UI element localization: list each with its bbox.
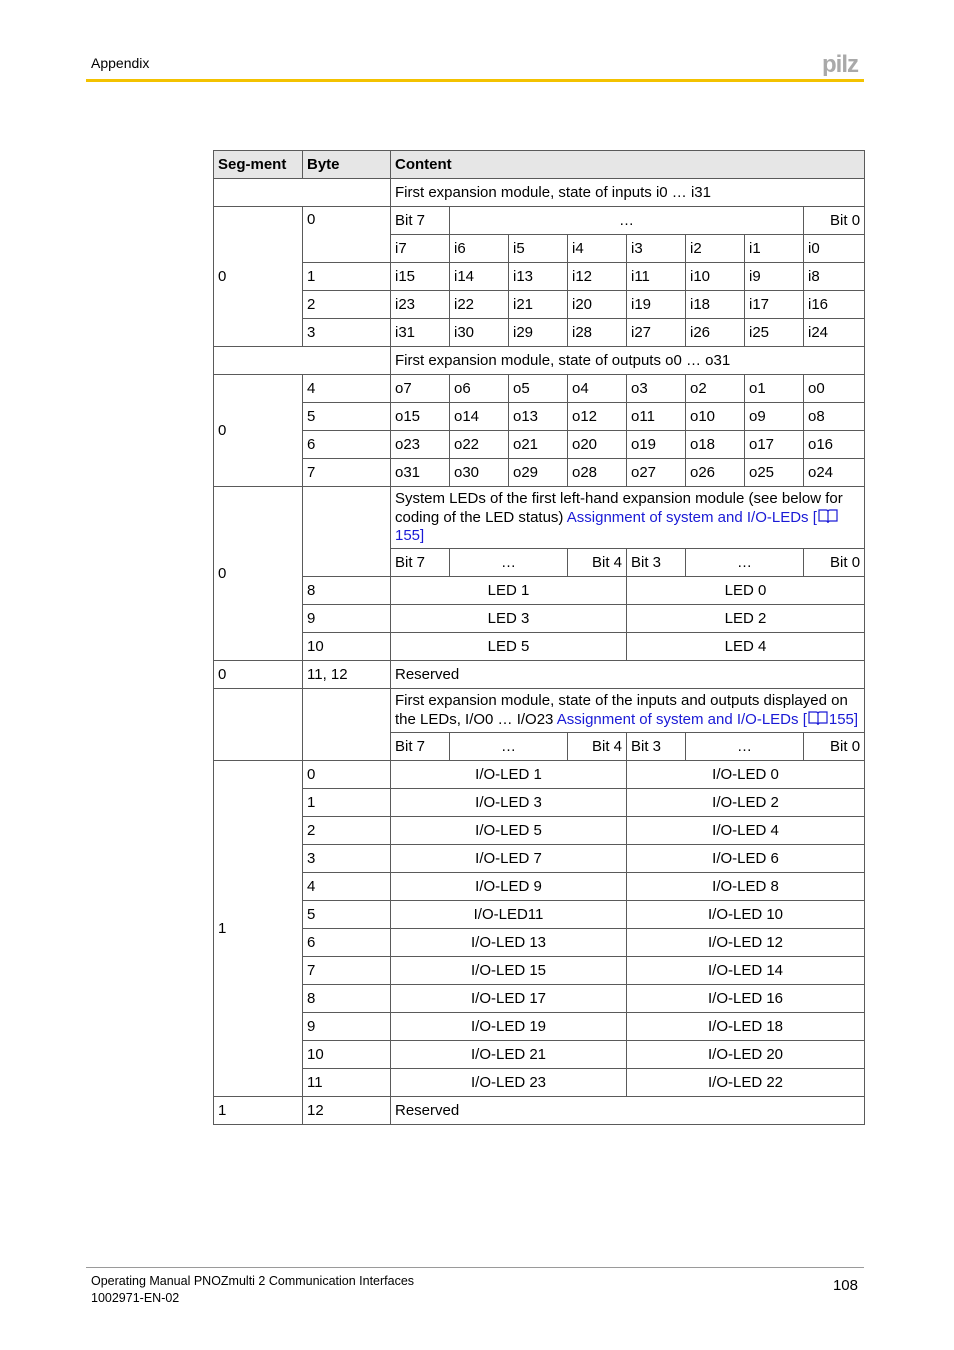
table-cell: Bit 0 bbox=[804, 549, 865, 577]
table-cell: i31 bbox=[391, 319, 450, 347]
byte-cell: 4 bbox=[303, 873, 391, 901]
table-cell: o11 bbox=[627, 403, 686, 431]
svg-text:pilz: pilz bbox=[822, 52, 858, 76]
byte-cell: 3 bbox=[303, 845, 391, 873]
table-row bbox=[214, 1041, 865, 1069]
table-cell: o25 bbox=[745, 459, 804, 487]
byte-cell: 9 bbox=[303, 605, 391, 633]
led-cell: I/O-LED 2 bbox=[627, 789, 865, 817]
table-cell: i21 bbox=[509, 291, 568, 319]
pilz-logo bbox=[822, 52, 864, 76]
table-cell: o29 bbox=[509, 459, 568, 487]
led-cell: I/O-LED 14 bbox=[627, 957, 865, 985]
table-cell: i12 bbox=[568, 263, 627, 291]
table-row bbox=[214, 873, 865, 901]
section-title-cell: First expansion module, state of inputs i0 … i31 bbox=[391, 179, 865, 207]
section-title-row bbox=[214, 179, 865, 207]
byte-cell: 3 bbox=[303, 319, 391, 347]
table-cell: … bbox=[686, 549, 804, 577]
table-row bbox=[214, 403, 865, 431]
table-cell: … bbox=[686, 733, 804, 761]
byte-cell bbox=[303, 487, 391, 577]
table-cell: i9 bbox=[745, 263, 804, 291]
table-row bbox=[214, 605, 865, 633]
link-bracket[interactable]: [ bbox=[802, 711, 807, 728]
table-cell: i29 bbox=[509, 319, 568, 347]
table-cell: o27 bbox=[627, 459, 686, 487]
table-cell bbox=[214, 179, 391, 207]
section-title-cell: First expansion module, state of outputs o0 … o31 bbox=[391, 347, 865, 375]
table-row bbox=[214, 375, 865, 403]
table-cell: i24 bbox=[804, 319, 865, 347]
table-cell: Bit 4 bbox=[568, 549, 627, 577]
table-cell: o7 bbox=[391, 375, 450, 403]
table-cell: o30 bbox=[450, 459, 509, 487]
byte-cell: 5 bbox=[303, 403, 391, 431]
table-cell: i1 bbox=[745, 235, 804, 263]
table-row bbox=[214, 207, 865, 235]
table-cell: i25 bbox=[745, 319, 804, 347]
table-cell: Bit 3 bbox=[627, 549, 686, 577]
section-title-row bbox=[214, 347, 865, 375]
segment-cell: 0 bbox=[214, 375, 303, 487]
table-cell: i26 bbox=[686, 319, 745, 347]
table-cell: Bit 4 bbox=[568, 733, 627, 761]
led-cell: I/O-LED 22 bbox=[627, 1069, 865, 1097]
table-cell: o24 bbox=[804, 459, 865, 487]
byte-cell: 0 bbox=[303, 761, 391, 789]
table-cell: … bbox=[450, 733, 568, 761]
table-cell: i6 bbox=[450, 235, 509, 263]
table-cell: i18 bbox=[686, 291, 745, 319]
table-cell: i11 bbox=[627, 263, 686, 291]
led-cell: I/O-LED 1 bbox=[391, 761, 627, 789]
table-row bbox=[214, 845, 865, 873]
led-cell: LED 2 bbox=[627, 605, 865, 633]
table-cell: i15 bbox=[391, 263, 450, 291]
table-cell: i4 bbox=[568, 235, 627, 263]
table-row bbox=[214, 291, 865, 319]
segment-cell: 1 bbox=[214, 761, 303, 1097]
byte-cell: 4 bbox=[303, 375, 391, 403]
led-cell: I/O-LED 6 bbox=[627, 845, 865, 873]
led-cell: I/O-LED 10 bbox=[627, 901, 865, 929]
table-cell: o20 bbox=[568, 431, 627, 459]
led-cell: I/O-LED 7 bbox=[391, 845, 627, 873]
description-text: System LEDs of the first left-hand expansion module (see below for coding of the LED status) bbox=[395, 490, 843, 526]
table-row bbox=[214, 1097, 865, 1125]
table-cell: i30 bbox=[450, 319, 509, 347]
segment-cell bbox=[214, 689, 303, 761]
table-cell: o13 bbox=[509, 403, 568, 431]
col-header-byte: Byte bbox=[303, 151, 391, 179]
book-icon bbox=[807, 710, 829, 726]
table-cell: … bbox=[450, 549, 568, 577]
table-cell: o4 bbox=[568, 375, 627, 403]
table-cell: i23 bbox=[391, 291, 450, 319]
led-cell: I/O-LED 21 bbox=[391, 1041, 627, 1069]
led-cell: I/O-LED11 bbox=[391, 901, 627, 929]
led-cell: I/O-LED 4 bbox=[627, 817, 865, 845]
byte-cell: 5 bbox=[303, 901, 391, 929]
byte-cell: 10 bbox=[303, 1041, 391, 1069]
table-row bbox=[214, 901, 865, 929]
led-cell: LED 1 bbox=[391, 577, 627, 605]
table-cell: o0 bbox=[804, 375, 865, 403]
table-row bbox=[214, 789, 865, 817]
cross-reference-link[interactable]: Assignment of system and I/O-LEDs bbox=[556, 711, 799, 728]
led-cell: I/O-LED 13 bbox=[391, 929, 627, 957]
led-cell: LED 3 bbox=[391, 605, 627, 633]
table-cell: i7 bbox=[391, 235, 450, 263]
byte-cell: 1 bbox=[303, 789, 391, 817]
led-cell: LED 4 bbox=[627, 633, 865, 661]
table-cell: o23 bbox=[391, 431, 450, 459]
byte-cell: 7 bbox=[303, 459, 391, 487]
description-cell bbox=[391, 689, 865, 733]
byte-cell: 10 bbox=[303, 633, 391, 661]
table-cell: o26 bbox=[686, 459, 745, 487]
led-cell: I/O-LED 12 bbox=[627, 929, 865, 957]
table-row bbox=[214, 319, 865, 347]
led-cell: I/O-LED 19 bbox=[391, 1013, 627, 1041]
led-cell: I/O-LED 8 bbox=[627, 873, 865, 901]
segment-cell: 1 bbox=[214, 1097, 303, 1125]
table-cell: o14 bbox=[450, 403, 509, 431]
table-cell: i2 bbox=[686, 235, 745, 263]
segment-cell: 0 bbox=[214, 207, 303, 347]
table-cell: o28 bbox=[568, 459, 627, 487]
table-body bbox=[214, 179, 865, 1125]
byte-cell: 7 bbox=[303, 957, 391, 985]
link-bracket[interactable]: [ bbox=[812, 509, 817, 526]
byte-cell: 9 bbox=[303, 1013, 391, 1041]
table-cell: o10 bbox=[686, 403, 745, 431]
led-cell: I/O-LED 3 bbox=[391, 789, 627, 817]
table-cell: i28 bbox=[568, 319, 627, 347]
byte-cell: 6 bbox=[303, 431, 391, 459]
table-cell: i19 bbox=[627, 291, 686, 319]
table-cell: o22 bbox=[450, 431, 509, 459]
col-header-segment: Seg-ment bbox=[214, 151, 303, 179]
table-row bbox=[214, 633, 865, 661]
table-cell: Bit 7 bbox=[391, 207, 450, 235]
table-row bbox=[214, 689, 865, 733]
page-number: 108 bbox=[832, 1277, 858, 1294]
led-cell: LED 0 bbox=[627, 577, 865, 605]
led-cell: I/O-LED 5 bbox=[391, 817, 627, 845]
table-cell: o1 bbox=[745, 375, 804, 403]
led-cell: I/O-LED 17 bbox=[391, 985, 627, 1013]
table-row bbox=[214, 985, 865, 1013]
table-row bbox=[214, 431, 865, 459]
table-row bbox=[214, 929, 865, 957]
table-cell: Bit 0 bbox=[804, 733, 865, 761]
table-cell: o31 bbox=[391, 459, 450, 487]
table-cell: i16 bbox=[804, 291, 865, 319]
table-cell: o17 bbox=[745, 431, 804, 459]
led-cell: I/O-LED 0 bbox=[627, 761, 865, 789]
table-cell: o6 bbox=[450, 375, 509, 403]
table-cell: i10 bbox=[686, 263, 745, 291]
led-cell: I/O-LED 16 bbox=[627, 985, 865, 1013]
table-row bbox=[214, 817, 865, 845]
table-header-row bbox=[214, 151, 865, 179]
table-cell: o21 bbox=[509, 431, 568, 459]
table-cell: i5 bbox=[509, 235, 568, 263]
table-row bbox=[214, 263, 865, 291]
table-row bbox=[214, 661, 865, 689]
table-cell: Reserved bbox=[391, 661, 865, 689]
table-cell: Reserved bbox=[391, 1097, 865, 1125]
table-cell: i8 bbox=[804, 263, 865, 291]
table-cell: i22 bbox=[450, 291, 509, 319]
byte-cell bbox=[303, 689, 391, 761]
byte-cell: 6 bbox=[303, 929, 391, 957]
table-cell: o8 bbox=[804, 403, 865, 431]
byte-cell: 12 bbox=[303, 1097, 391, 1125]
link-page[interactable]: 155] bbox=[395, 527, 425, 544]
footer-text bbox=[91, 1273, 414, 1307]
table-cell: i3 bbox=[627, 235, 686, 263]
table-cell: Bit 3 bbox=[627, 733, 686, 761]
table-row bbox=[214, 761, 865, 789]
table-cell: i27 bbox=[627, 319, 686, 347]
led-cell: I/O-LED 9 bbox=[391, 873, 627, 901]
byte-cell: 0 bbox=[303, 207, 391, 263]
table-cell: Bit 7 bbox=[391, 733, 450, 761]
cross-reference-link[interactable]: Assignment of system and I/O-LEDs bbox=[566, 509, 809, 526]
led-cell: I/O-LED 23 bbox=[391, 1069, 627, 1097]
byte-cell: 1 bbox=[303, 263, 391, 291]
description-cell bbox=[391, 487, 865, 549]
footer-rule bbox=[86, 1267, 864, 1268]
book-icon bbox=[817, 508, 839, 524]
header-rule bbox=[86, 79, 864, 82]
table-cell: o18 bbox=[686, 431, 745, 459]
description-text: First expansion module, state of the inputs and outputs displayed on the LEDs, I/O0 … I/O23 bbox=[395, 692, 848, 728]
table-cell: i17 bbox=[745, 291, 804, 319]
byte-cell: 8 bbox=[303, 577, 391, 605]
table-cell: Bit 7 bbox=[391, 549, 450, 577]
led-cell: I/O-LED 15 bbox=[391, 957, 627, 985]
document-number: 1002971-EN-02 bbox=[91, 1291, 180, 1305]
byte-cell: 2 bbox=[303, 817, 391, 845]
table-row bbox=[214, 577, 865, 605]
table-row bbox=[214, 1013, 865, 1041]
led-cell: I/O-LED 20 bbox=[627, 1041, 865, 1069]
table-cell: o5 bbox=[509, 375, 568, 403]
table-cell: o19 bbox=[627, 431, 686, 459]
table-row bbox=[214, 459, 865, 487]
section-title: Appendix bbox=[91, 55, 150, 71]
table-cell bbox=[214, 347, 391, 375]
byte-cell: 11 bbox=[303, 1069, 391, 1097]
byte-cell: 8 bbox=[303, 985, 391, 1013]
table-cell: o9 bbox=[745, 403, 804, 431]
led-cell: I/O-LED 18 bbox=[627, 1013, 865, 1041]
table-cell: o12 bbox=[568, 403, 627, 431]
table-cell: o16 bbox=[804, 431, 865, 459]
table-row bbox=[214, 957, 865, 985]
table-cell: Bit 0 bbox=[804, 207, 865, 235]
table-cell: i20 bbox=[568, 291, 627, 319]
led-cell: LED 5 bbox=[391, 633, 627, 661]
table-cell: … bbox=[450, 207, 804, 235]
col-header-content: Content bbox=[391, 151, 865, 179]
link-page[interactable]: 155] bbox=[828, 711, 859, 728]
table-cell: i0 bbox=[804, 235, 865, 263]
byte-cell: 11, 12 bbox=[303, 661, 391, 689]
byte-cell: 2 bbox=[303, 291, 391, 319]
table-cell: o2 bbox=[686, 375, 745, 403]
table-cell: i13 bbox=[509, 263, 568, 291]
table-row bbox=[214, 487, 865, 549]
table-cell: o3 bbox=[627, 375, 686, 403]
segment-cell: 0 bbox=[214, 487, 303, 661]
segment-cell: 0 bbox=[214, 661, 303, 689]
table-cell: o15 bbox=[391, 403, 450, 431]
table-cell: i14 bbox=[450, 263, 509, 291]
table-row bbox=[214, 1069, 865, 1097]
manual-title: Operating Manual PNOZmulti 2 Communication Interfaces bbox=[91, 1274, 415, 1288]
process-image-table bbox=[213, 150, 865, 1125]
